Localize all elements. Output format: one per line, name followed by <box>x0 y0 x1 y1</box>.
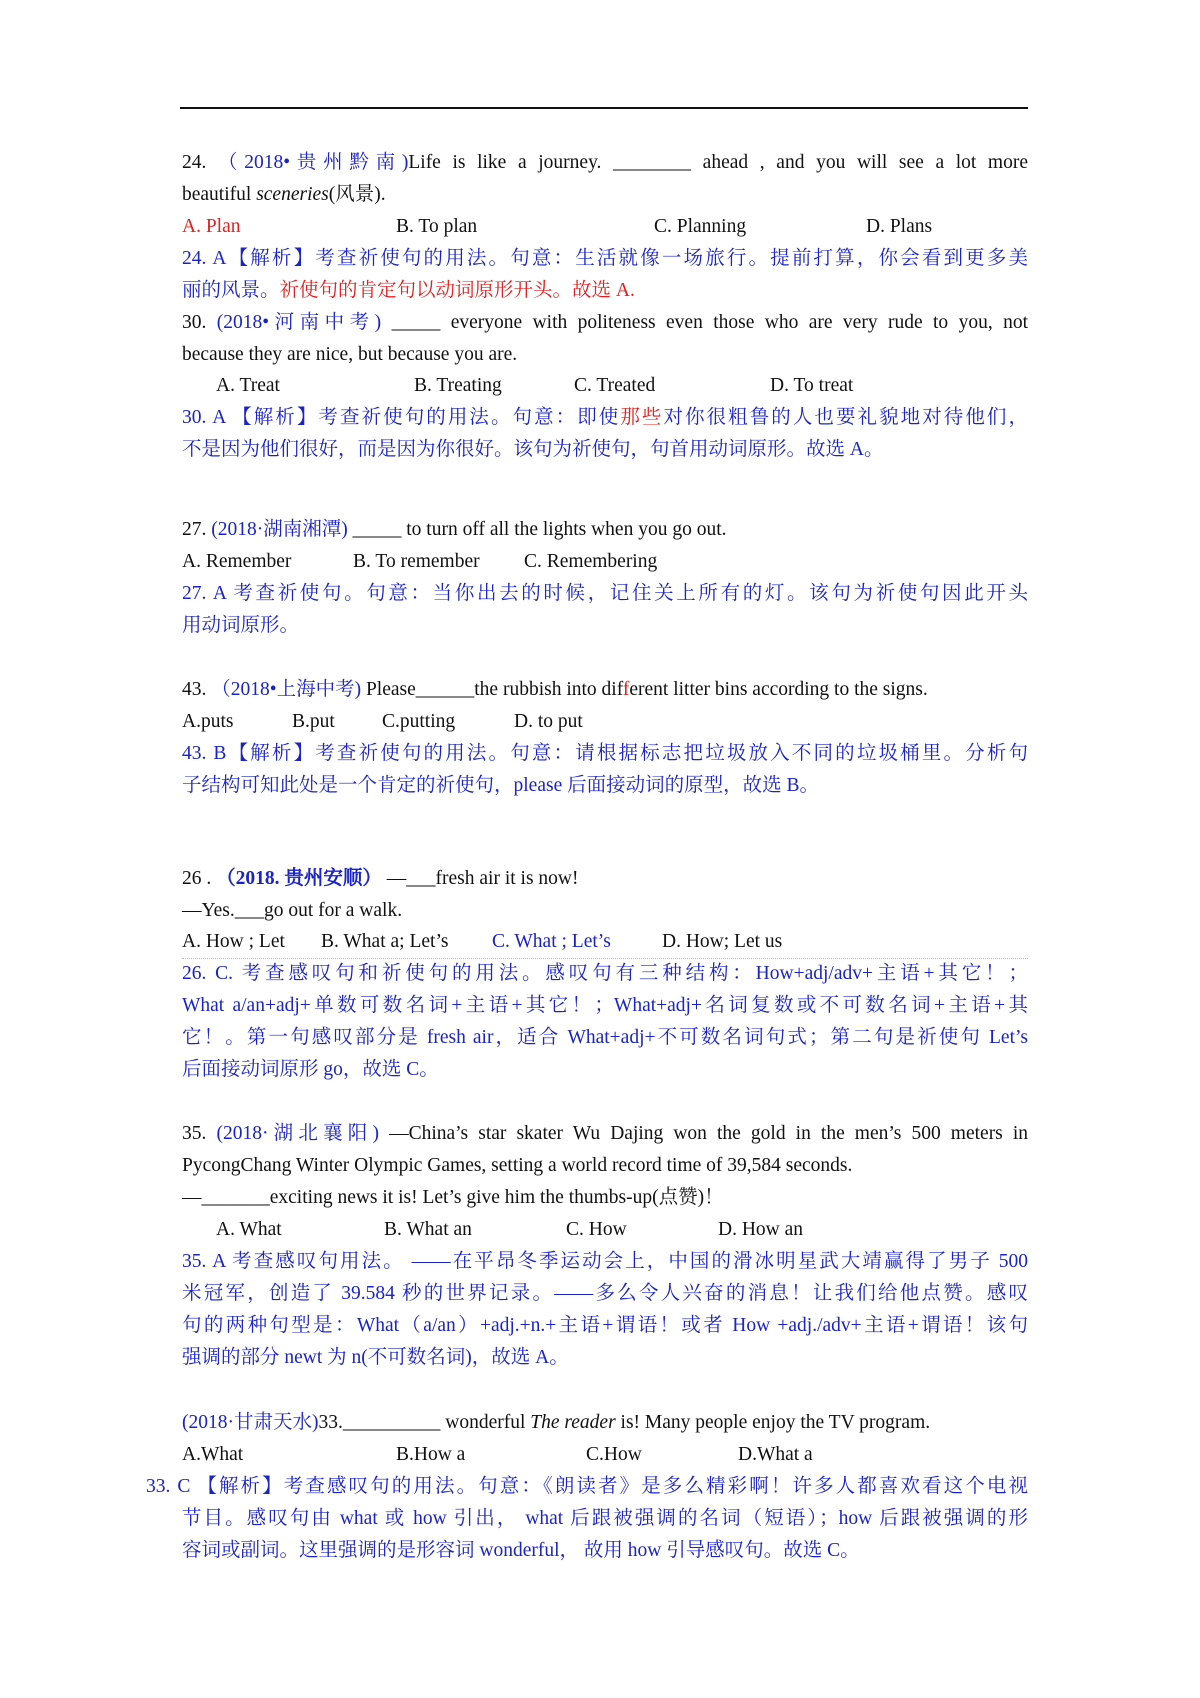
question-source: (2018·湖北襄阳) <box>216 1123 379 1144</box>
option-c: C. What ; Let’s <box>492 931 611 952</box>
option-b: B.How a <box>396 1444 466 1465</box>
question-text: _____ to turn off all the lights when you go out. <box>347 519 727 540</box>
q26-answer-line3: 它！。第一句感叹部分是 fresh air，适合 What+adj+不可数名词句式；第二句是祈使句 Let’s <box>182 1027 1028 1048</box>
option-d: D. How an <box>718 1219 804 1240</box>
question-source: (2018·湖南湘潭) <box>211 519 348 540</box>
question-number: 35. <box>182 1123 217 1144</box>
q24-stem-line2: beautiful sceneries(风景). <box>182 184 386 205</box>
q30-answer-line1: 30. A 【解析】考查祈使句的用法。句意：即使那些对你很粗鲁的人也要礼貌地对待他们， <box>182 407 1028 428</box>
question-source: （2018•贵州黔南) <box>218 152 409 173</box>
q43-answer-line1: 43. B【解析】考查祈使句的用法。句意：请根据标志把垃圾放入不同的垃圾桶里。分析句 <box>182 743 1028 764</box>
question-number: 43. <box>182 679 212 700</box>
option-a: A. How ; Let <box>182 931 285 952</box>
question-text: Life is like a journey. ________ ahead , and you will see a lot more <box>408 152 1029 173</box>
option-a: A.What <box>182 1444 244 1465</box>
q24-answer-line2: 丽的风景。祈使句的肯定句以动词原形开头。故选 A. <box>182 280 635 301</box>
question-number: 27. <box>182 519 212 540</box>
q35-answer-line3: 句的两种句型是：What（a/an）+adj.+n.+主语+谓语！或者 How +adj./adv+主语+谓语！该句 <box>182 1315 1028 1336</box>
option-c: C.putting <box>382 711 456 732</box>
q43-stem: 43. （2018•上海中考) Please______the rubbish into different litter bins according to the signs. <box>182 679 928 700</box>
option-a: A. Plan <box>182 216 241 237</box>
q30-stem-line1 <box>182 310 1028 336</box>
question-number: 26 . <box>182 868 217 889</box>
option-b: B. Treating <box>414 375 502 396</box>
q27-stem <box>182 517 1028 543</box>
question-number: 24. <box>182 152 219 173</box>
option-c: C. Remembering <box>524 551 658 572</box>
q26-answer-line1: 26. C. 考查感叹句和祈使句的用法。感叹句有三种结构：How+adj/adv+主语+其它！； <box>182 963 1028 984</box>
option-c: C. How <box>566 1219 627 1240</box>
option-a: A. Treat <box>216 375 280 396</box>
q24-stem-line1 <box>182 150 1028 176</box>
option-d: D. to put <box>514 711 583 732</box>
option-a: A. Remember <box>182 551 292 572</box>
q33-stem: (2018·甘肃天水)33.__________ wonderful The reader is! Many people enjoy the TV program. <box>182 1412 931 1433</box>
option-c: C. Planning <box>654 216 747 237</box>
q43-answer-line2: 子结构可知此处是一个肯定的祈使句，please 后面接动词的原型，故选 B。 <box>182 775 819 796</box>
option-d: D.What a <box>738 1444 813 1465</box>
option-b: B. What a; Let’s <box>321 931 449 952</box>
option-b: B. What an <box>384 1219 472 1240</box>
q35-stem-line3: —_______exciting news it is! Let’s give him the thumbs-up(点赞)！ <box>182 1187 724 1208</box>
q35-stem-line2: PycongChang Winter Olympic Games, setting a world record time of 39,584 seconds. <box>182 1155 853 1176</box>
q26-stem-line1 <box>182 866 1028 892</box>
q26-answer-line2: What a/an+adj+单数可数名词+主语+其它！；What+adj+名词复数或不可数名词+主语+其 <box>182 995 1028 1016</box>
q26-stem-line2: —Yes.___go out for a walk. <box>182 900 403 921</box>
question-text: —___fresh air it is now! <box>381 868 579 889</box>
q35-answer-line2: 米冠军，创造了 39.584 秒的世界记录。——多么令人兴奋的消息！让我们给他点赞。感叹 <box>182 1283 1028 1304</box>
question-number: 30. <box>182 312 217 333</box>
option-d: D. Plans <box>866 216 933 237</box>
option-b: B.put <box>292 711 335 732</box>
q26-answer-line4: 后面接动词原形 go，故选 C。 <box>182 1059 439 1080</box>
q27-answer-line2: 用动词原形。 <box>182 615 300 636</box>
option-a: A.puts <box>182 711 234 732</box>
question-text: —China’s star skater Wu Dajing won the gold in the men’s 500 meters in <box>378 1123 1029 1144</box>
question-source: （2018•上海中考) <box>211 679 362 700</box>
divider <box>182 958 1028 959</box>
option-b: B. To remember <box>353 551 480 572</box>
option-c: C. Treated <box>574 375 656 396</box>
q33-answer-line3: 容词或副词。这里强调的是形容词 wonderful， 故用 how 引导感叹句。故选 C。 <box>182 1540 860 1561</box>
option-b: B. To plan <box>396 216 478 237</box>
q35-answer-line1: 35. A 考查感叹句用法。 ——在平昂冬季运动会上，中国的滑冰明星武大靖赢得了男子 500 <box>182 1251 1028 1272</box>
q24-answer-line1: 24. A【解析】考查祈使句的用法。句意：生活就像一场旅行。提前打算，你会看到更多美 <box>182 248 1028 269</box>
question-source: (2018·甘肃天水) <box>182 1412 319 1433</box>
q30-answer-line2: 不是因为他们很好，而是因为你很好。该句为祈使句，句首用动词原形。故选 A。 <box>182 439 884 460</box>
q30-stem-line2: because they are nice, but because you are. <box>182 344 518 365</box>
q35-stem-line1 <box>182 1121 1028 1147</box>
q33-answer-line2: 节目。感叹句由 what 或 how 引出， what 后跟被强调的名词（短语）；how 后跟被强调的形 <box>182 1508 1028 1529</box>
question-source: （2018. 贵州安顺） <box>216 868 382 889</box>
option-a: A. What <box>216 1219 282 1240</box>
q33-answer-line1: 33. C 【解析】考查感叹句的用法。句意：《朗读者》是多么精彩啊！许多人都喜欢看这个电视 <box>146 1476 1028 1497</box>
q35-answer-line4: 强调的部分 newt 为 n(不可数名词)，故选 A。 <box>182 1347 569 1368</box>
option-d: D. To treat <box>770 375 854 396</box>
option-c: C.How <box>586 1444 642 1465</box>
header-rule <box>180 107 1028 109</box>
q27-answer-line1: 27. A 考查祈使句。句意：当你出去的时候，记住关上所有的灯。该句为祈使句因此开头 <box>182 583 1028 604</box>
question-source: (2018•河南中考) <box>216 312 382 333</box>
option-d: D. How; Let us <box>662 931 783 952</box>
question-text: _____ everyone with politeness even those who are very rude to you, not <box>381 312 1029 333</box>
